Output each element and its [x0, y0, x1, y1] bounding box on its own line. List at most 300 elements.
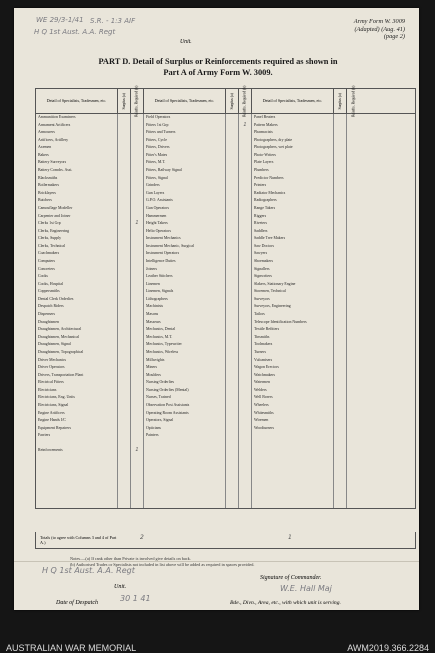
row-name: Mechanics, Typewriter [144, 341, 226, 349]
row-surplus [334, 357, 347, 365]
table-row [144, 137, 252, 145]
row-surplus [226, 500, 239, 508]
row-reinf [239, 349, 252, 357]
row-reinf [239, 281, 252, 289]
row-reinf [347, 288, 360, 296]
table-row [252, 296, 360, 304]
table-row [252, 243, 360, 251]
table-row [36, 425, 144, 433]
row-surplus [226, 326, 239, 334]
handwritten-date: 30 1 41 [120, 594, 151, 603]
row-surplus [334, 432, 347, 440]
row-name: Whitesmiths [252, 410, 334, 418]
form-identifier [354, 18, 405, 41]
totals-row [35, 532, 416, 549]
row-reinf [131, 379, 144, 387]
row-reinf [347, 394, 360, 402]
row-reinf [347, 266, 360, 274]
row-name [36, 470, 118, 478]
row-surplus [226, 250, 239, 258]
handwritten-signature: W.E. Hall Maj [280, 584, 332, 593]
row-reinf [239, 425, 252, 433]
row-name: Clerks, Technical [36, 243, 118, 251]
row-reinf [239, 250, 252, 258]
row-surplus [334, 349, 347, 357]
table-row [36, 410, 144, 418]
row-surplus [334, 417, 347, 425]
row-surplus [334, 372, 347, 380]
table-row [252, 447, 360, 455]
row-surplus [118, 273, 131, 281]
table-row [252, 159, 360, 167]
row-reinf [347, 273, 360, 281]
row-name: Engine Hands I/C [36, 417, 118, 425]
row-name: Equipment Repairers [36, 425, 118, 433]
row-surplus [334, 440, 347, 448]
row-surplus [118, 425, 131, 433]
row-name: Observation Post Assistants [144, 402, 226, 410]
row-surplus [118, 220, 131, 228]
row-name [144, 500, 226, 508]
row-surplus [226, 334, 239, 342]
table-row [36, 326, 144, 334]
row-reinf [347, 296, 360, 304]
row-name: Engine Artificers [36, 410, 118, 418]
row-reinf [239, 341, 252, 349]
row-surplus [226, 273, 239, 281]
row-name: Linemen [144, 281, 226, 289]
row-surplus [334, 402, 347, 410]
row-surplus [334, 296, 347, 304]
row-surplus [334, 129, 347, 137]
row-reinf [239, 235, 252, 243]
table-row [36, 114, 144, 122]
row-surplus [334, 228, 347, 236]
row-name: Slakers, Stationary Engine [252, 281, 334, 289]
table-row [36, 394, 144, 402]
row-surplus [118, 152, 131, 160]
row-surplus [226, 394, 239, 402]
col-header-reinf: Reinfts. Required (b) [239, 89, 252, 113]
row-reinf [347, 243, 360, 251]
row-surplus [334, 235, 347, 243]
row-name: Electricians, Signal [36, 402, 118, 410]
row-name [252, 470, 334, 478]
table-row [144, 349, 252, 357]
row-reinf [239, 296, 252, 304]
row-name: Turners [252, 349, 334, 357]
row-surplus [226, 182, 239, 190]
table-row [36, 129, 144, 137]
row-surplus [226, 417, 239, 425]
table-row [144, 334, 252, 342]
row-reinf [239, 159, 252, 167]
table-row [36, 311, 144, 319]
row-surplus [118, 213, 131, 221]
note-a: Notes.—(a) If rank other than Private is involved give details on back. [70, 556, 191, 561]
row-surplus [226, 341, 239, 349]
col-header-reinf: Reinfts. Required (b) [351, 85, 356, 117]
row-surplus [334, 341, 347, 349]
row-name: Millwrights [144, 357, 226, 365]
page-title [38, 57, 398, 78]
row-name: Moulders [144, 372, 226, 380]
row-surplus [334, 311, 347, 319]
table-row [36, 500, 144, 508]
row-name: Wagon Erectors [252, 364, 334, 372]
row-surplus [118, 235, 131, 243]
title-line-1: PART D. Detail of Surplus or Reinforcements required as shown in [98, 57, 338, 66]
row-surplus [118, 447, 131, 455]
row-surplus [226, 129, 239, 137]
row-surplus [118, 334, 131, 342]
table-row [36, 205, 144, 213]
row-surplus [226, 463, 239, 471]
row-surplus [118, 432, 131, 440]
row-reinf [131, 417, 144, 425]
row-name: Camouflage Modeller [36, 205, 118, 213]
row-name: Ammunition Examiners [36, 114, 118, 122]
row-surplus [226, 455, 239, 463]
row-surplus [118, 402, 131, 410]
table-row [252, 357, 360, 365]
row-surplus [334, 220, 347, 228]
row-name: Well Borers [252, 394, 334, 402]
row-surplus [118, 394, 131, 402]
table-row [36, 152, 144, 160]
row-name: Riggers [252, 213, 334, 221]
row-surplus [334, 319, 347, 327]
row-surplus [226, 220, 239, 228]
row-name: Driver Mechanics [36, 357, 118, 365]
row-name: Range Takers [252, 205, 334, 213]
row-surplus [118, 311, 131, 319]
table-row [252, 273, 360, 281]
row-surplus [118, 288, 131, 296]
row-reinf [239, 228, 252, 236]
row-surplus [226, 440, 239, 448]
row-surplus [334, 470, 347, 478]
row-reinf [347, 182, 360, 190]
table-row [144, 250, 252, 258]
row-reinf [239, 402, 252, 410]
row-reinf [347, 364, 360, 372]
row-reinf [239, 455, 252, 463]
row-name: Telescope Identification Numbers [252, 319, 334, 327]
row-name: Draughtsmen [36, 319, 118, 327]
row-surplus [334, 182, 347, 190]
form-adapted: (Adapted) (Aug. 41) [354, 25, 405, 33]
row-name: Photographers, wet plate [252, 144, 334, 152]
row-surplus [334, 364, 347, 372]
row-surplus [226, 205, 239, 213]
row-name: Storemen, Technical [252, 288, 334, 296]
row-reinf [239, 303, 252, 311]
row-surplus [334, 205, 347, 213]
row-reinf [131, 159, 144, 167]
row-surplus [226, 387, 239, 395]
row-surplus [226, 228, 239, 236]
row-surplus [334, 122, 347, 130]
credit-institution: AUSTRALIAN WAR MEMORIAL [6, 643, 137, 653]
table-row [144, 394, 252, 402]
row-reinf [131, 205, 144, 213]
table-row [252, 122, 360, 130]
table-row [144, 144, 252, 152]
row-surplus [334, 303, 347, 311]
row-reinf [347, 478, 360, 486]
bde-label: Bde., Divn., Area, etc., with which unit is serving. [230, 600, 341, 606]
row-reinf [131, 197, 144, 205]
table-row [252, 500, 360, 508]
row-reinf [239, 175, 252, 183]
row-surplus [334, 478, 347, 486]
table-row [144, 493, 252, 501]
table-row [144, 478, 252, 486]
row-reinf [347, 372, 360, 380]
table-row [144, 167, 252, 175]
row-surplus [334, 425, 347, 433]
table-row [36, 213, 144, 221]
table-row [36, 281, 144, 289]
row-name: Plate Layers [252, 159, 334, 167]
row-surplus [118, 410, 131, 418]
row-reinf [239, 432, 252, 440]
row-surplus [226, 447, 239, 455]
table-row [36, 197, 144, 205]
row-reinf [347, 417, 360, 425]
row-name: Despatch Riders [36, 303, 118, 311]
row-surplus [118, 167, 131, 175]
table-row [144, 129, 252, 137]
table-row [36, 296, 144, 304]
row-surplus [334, 281, 347, 289]
row-name: Fitters, Signal [144, 175, 226, 183]
row-reinf [131, 175, 144, 183]
row-surplus [118, 243, 131, 251]
table-row [144, 197, 252, 205]
table-row [36, 470, 144, 478]
table-row [252, 311, 360, 319]
row-reinf [347, 197, 360, 205]
table-row [144, 258, 252, 266]
row-reinf [347, 387, 360, 395]
table-row [144, 288, 252, 296]
row-name: Mechanics, Wireless [144, 349, 226, 357]
row-reinf [347, 447, 360, 455]
row-surplus [118, 357, 131, 365]
row-surplus [334, 197, 347, 205]
row-surplus [118, 372, 131, 380]
row-surplus [118, 341, 131, 349]
row-name: Operating Room Assistants [144, 410, 226, 418]
table-row [36, 493, 144, 501]
table-row [144, 175, 252, 183]
row-name [144, 470, 226, 478]
table-row [252, 463, 360, 471]
row-surplus [334, 463, 347, 471]
row-reinf [239, 357, 252, 365]
row-name: Nursing Orderlies (Mental) [144, 387, 226, 395]
row-surplus [118, 417, 131, 425]
row-name: Cooks, Hospital [36, 281, 118, 289]
row-reinf [239, 311, 252, 319]
row-name: Blacksmiths [36, 175, 118, 183]
row-name: Clerks, Supply [36, 235, 118, 243]
row-reinf [347, 190, 360, 198]
row-reinf [347, 167, 360, 175]
row-reinf [347, 500, 360, 508]
row-surplus [226, 485, 239, 493]
row-name: Dispensers [36, 311, 118, 319]
row-name: Computers [36, 258, 118, 266]
row-surplus [334, 326, 347, 334]
row-surplus [226, 137, 239, 145]
row-name: Draughtsmen, Architectural [36, 326, 118, 334]
row-name: Instrument Mechanic, Surgical [144, 243, 226, 251]
row-name: Surveyors, Engineering [252, 303, 334, 311]
row-name: Gun Layers [144, 190, 226, 198]
row-surplus [226, 190, 239, 198]
table-row [36, 250, 144, 258]
table-row [36, 220, 144, 228]
row-name: Watermen [252, 379, 334, 387]
table-row [144, 296, 252, 304]
row-reinf [239, 266, 252, 274]
row-reinf [347, 470, 360, 478]
table-row [144, 364, 252, 372]
row-surplus [226, 197, 239, 205]
row-reinf [347, 250, 360, 258]
row-reinf [131, 394, 144, 402]
row-name: Fitters 1st Grp [144, 122, 226, 130]
row-surplus [226, 311, 239, 319]
row-reinf [347, 213, 360, 221]
row-name: Butchers [36, 197, 118, 205]
row-reinf [131, 372, 144, 380]
row-surplus [226, 281, 239, 289]
row-reinf [131, 288, 144, 296]
row-reinf [131, 296, 144, 304]
table-row [36, 432, 144, 440]
specialists-table [35, 85, 416, 509]
table-row [36, 387, 144, 395]
row-name: Vulcanisers [252, 357, 334, 365]
table-row [36, 357, 144, 365]
table-row [252, 478, 360, 486]
table-row [252, 440, 360, 448]
handwritten-ref: WE 29/3-1/41 [36, 16, 84, 24]
col-header-name: Detail of Specialists, Tradesmen, etc. [36, 89, 118, 113]
row-surplus [118, 463, 131, 471]
col-header-reinf: Reinfts. Required (b) [131, 89, 144, 113]
row-surplus [118, 258, 131, 266]
row-name [144, 440, 226, 448]
row-reinf: 1 [131, 447, 144, 455]
table-row [144, 372, 252, 380]
table-body [36, 114, 415, 508]
row-reinf [347, 144, 360, 152]
col-header-name: Detail of Specialists, Tradesmen, etc. [252, 89, 334, 113]
row-reinf [347, 228, 360, 236]
row-name: Photographers, dry plate [252, 137, 334, 145]
row-reinf [239, 478, 252, 486]
col-header-surplus: Surplus (a) [226, 89, 239, 113]
table-row [252, 417, 360, 425]
table-row [252, 281, 360, 289]
row-name: Wiremen [252, 417, 334, 425]
table-row [36, 455, 144, 463]
row-reinf [239, 258, 252, 266]
row-reinf [347, 205, 360, 213]
row-surplus [118, 470, 131, 478]
row-reinf [347, 220, 360, 228]
row-name: Electricians [36, 387, 118, 395]
row-surplus [334, 410, 347, 418]
row-surplus [226, 319, 239, 327]
row-reinf [239, 152, 252, 160]
table-row [252, 228, 360, 236]
row-name: Surveyors [252, 296, 334, 304]
row-name: Opticians [144, 425, 226, 433]
row-reinf [131, 213, 144, 221]
row-surplus [334, 266, 347, 274]
table-column [252, 114, 360, 508]
signature-label: Signature of Commander. [260, 575, 322, 581]
row-reinf [347, 319, 360, 327]
row-name: Sawyers [252, 250, 334, 258]
table-row [36, 144, 144, 152]
row-reinf: 1 [239, 122, 252, 130]
row-surplus [118, 266, 131, 274]
table-row [36, 137, 144, 145]
row-reinf [347, 129, 360, 137]
row-surplus [226, 432, 239, 440]
row-surplus [226, 266, 239, 274]
note-b: (b) Authorised Trades or Specialists not included in list above will be added as required in spaces provided. [70, 561, 255, 567]
row-name: Cooks [36, 273, 118, 281]
row-name: Tinsmiths [252, 334, 334, 342]
row-name [252, 440, 334, 448]
row-name: Textile Refitters [252, 326, 334, 334]
row-surplus [118, 228, 131, 236]
row-surplus [334, 137, 347, 145]
row-surplus [226, 478, 239, 486]
row-surplus [118, 250, 131, 258]
row-reinf [131, 273, 144, 281]
row-name: Clerks, Engineering [36, 228, 118, 236]
table-row [144, 205, 252, 213]
row-reinf [347, 281, 360, 289]
row-name: Radiator Mechanics [252, 190, 334, 198]
table-row [144, 273, 252, 281]
table-row [144, 440, 252, 448]
unit-label: Unit. [180, 39, 192, 45]
totals-value-2: 1 [288, 534, 292, 541]
row-name: Wheelers [252, 402, 334, 410]
row-reinf [131, 432, 144, 440]
row-surplus [226, 379, 239, 387]
row-surplus [334, 447, 347, 455]
table-row [36, 478, 144, 486]
row-name: Artificers, Artillery [36, 137, 118, 145]
row-name: Bakers [36, 152, 118, 160]
row-surplus [226, 213, 239, 221]
row-name: Signwriters [252, 273, 334, 281]
table-row [36, 417, 144, 425]
row-name: Hammermen [144, 213, 226, 221]
row-reinf [131, 137, 144, 145]
